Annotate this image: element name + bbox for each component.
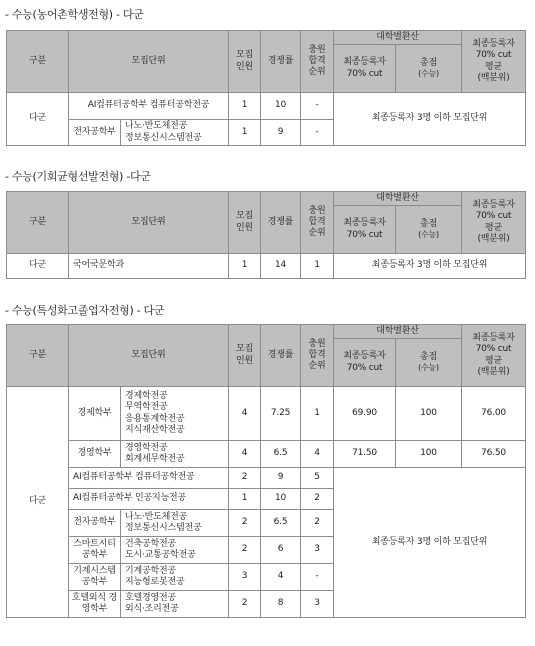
majors-cell: 건축공학전공 도시·교통공학전공 bbox=[121, 537, 229, 564]
rate-cell: 7.25 bbox=[261, 387, 301, 441]
header-final-avg: 최종등록자 70% cut 평균 (백분위) bbox=[462, 192, 526, 254]
rate-cell: 10 bbox=[261, 93, 301, 120]
rate-cell: 9 bbox=[261, 120, 301, 146]
table-row bbox=[7, 441, 526, 468]
dept-cell: 경제학부 bbox=[69, 387, 121, 441]
dept-cell: 경영학부 bbox=[69, 441, 121, 468]
header-total: 총점 (수능) bbox=[396, 339, 462, 387]
quota-cell: 4 bbox=[229, 441, 261, 468]
majors-cell: 나노·반도체전공 정보통신시스템전공 bbox=[121, 510, 229, 537]
rank-cell: 1 bbox=[301, 254, 334, 279]
header-extra: 충원 합격 순위 bbox=[301, 31, 334, 93]
header-competition: 경쟁률 bbox=[261, 192, 301, 254]
unit-cell: AI컴퓨터공학부 컴퓨터공학전공 bbox=[69, 93, 229, 120]
rate-cell: 6 bbox=[261, 537, 301, 564]
header-converted: 대학별환산 bbox=[334, 31, 462, 45]
rate-cell: 14 bbox=[261, 254, 301, 279]
rate-cell: 4 bbox=[261, 564, 301, 591]
table-row bbox=[7, 468, 526, 489]
avg-cell: 76.00 bbox=[462, 387, 526, 441]
rank-cell: 2 bbox=[301, 489, 334, 510]
dept-cell: 스마트시티 공학부 bbox=[69, 537, 121, 564]
header-converted: 대학별환산 bbox=[334, 192, 462, 206]
unit-cell: AI컴퓨터공학부 컴퓨터공학전공 bbox=[69, 468, 229, 489]
table-row bbox=[7, 93, 526, 120]
quota-cell: 2 bbox=[229, 510, 261, 537]
header-unit: 모집단위 bbox=[69, 192, 229, 254]
dept-cell: 전자공학부 bbox=[69, 120, 121, 146]
table-row bbox=[7, 254, 526, 279]
unit-cell: 국어국문학과 bbox=[69, 254, 229, 279]
rank-cell: - bbox=[301, 120, 334, 146]
header-gubun: 구분 bbox=[7, 325, 69, 387]
note-cell: 최종등록자 3명 이하 모집단위 bbox=[334, 468, 526, 618]
avg-cell: 76.50 bbox=[462, 441, 526, 468]
majors-cell: 호텔경영전공 외식·조리전공 bbox=[121, 591, 229, 618]
dept-cell: 전자공학부 bbox=[69, 510, 121, 537]
quota-cell: 3 bbox=[229, 564, 261, 591]
rank-cell: 5 bbox=[301, 468, 334, 489]
rank-cell: 2 bbox=[301, 510, 334, 537]
dept-cell: 호텔외식 경영학부 bbox=[69, 591, 121, 618]
header-final70: 최종등록자 70% cut bbox=[334, 339, 396, 387]
header-final-avg: 최종등록자 70% cut 평균 (백분위) bbox=[462, 325, 526, 387]
rank-cell: 4 bbox=[301, 441, 334, 468]
table-row bbox=[7, 387, 526, 441]
cut-cell: 71.50 bbox=[334, 441, 396, 468]
header-quota: 모집 인원 bbox=[229, 31, 261, 93]
table-rural bbox=[6, 30, 526, 146]
quota-cell: 1 bbox=[229, 489, 261, 510]
unit-cell: AI컴퓨터공학부 인공지능전공 bbox=[69, 489, 229, 510]
total-cell: 100 bbox=[396, 387, 462, 441]
majors-cell: 경제학전공 무역학전공 응용통계학전공 지식재산학전공 bbox=[121, 387, 229, 441]
quota-cell: 1 bbox=[229, 120, 261, 146]
dept-cell: 기계시스템 공학부 bbox=[69, 564, 121, 591]
rank-cell: 1 bbox=[301, 387, 334, 441]
header-quota: 모집 인원 bbox=[229, 325, 261, 387]
quota-cell: 1 bbox=[229, 93, 261, 120]
group-cell: 다군 bbox=[7, 254, 69, 279]
header-final70: 최종등록자 70% cut bbox=[334, 206, 396, 254]
header-gubun: 구분 bbox=[7, 31, 69, 93]
cut-cell: 69.90 bbox=[334, 387, 396, 441]
rate-cell: 8 bbox=[261, 591, 301, 618]
table-vocational bbox=[6, 324, 526, 618]
header-extra: 충원 합격 순위 bbox=[301, 192, 334, 254]
rank-cell: - bbox=[301, 93, 334, 120]
header-quota: 모집 인원 bbox=[229, 192, 261, 254]
rate-cell: 10 bbox=[261, 489, 301, 510]
header-total: 총점 (수능) bbox=[396, 45, 462, 93]
header-unit: 모집단위 bbox=[69, 325, 229, 387]
quota-cell: 2 bbox=[229, 537, 261, 564]
header-total: 총점 (수능) bbox=[396, 206, 462, 254]
rate-cell: 9 bbox=[261, 468, 301, 489]
header-gubun: 구분 bbox=[7, 192, 69, 254]
section-title-rural: - 수능(농어촌학생전형) - 다군 bbox=[5, 8, 144, 21]
group-cell: 다군 bbox=[7, 93, 69, 146]
section-title-opportunity: - 수능(기회균형선발전형) -다군 bbox=[5, 170, 151, 183]
header-extra: 충원 합격 순위 bbox=[301, 325, 334, 387]
note-cell: 최종등록자 3명 이하 모집단위 bbox=[334, 254, 526, 279]
rate-cell: 6.5 bbox=[261, 441, 301, 468]
header-converted: 대학별환산 bbox=[334, 325, 462, 339]
note-cell: 최종등록자 3명 이하 모집단위 bbox=[334, 93, 526, 146]
quota-cell: 2 bbox=[229, 591, 261, 618]
header-competition: 경쟁률 bbox=[261, 325, 301, 387]
majors-cell: 기계공학전공 지능형로봇전공 bbox=[121, 564, 229, 591]
header-final-avg: 최종등록자 70% cut 평균 (백분위) bbox=[462, 31, 526, 93]
section-title-vocational: - 수능(특성화고졸업자전형) - 다군 bbox=[5, 304, 165, 317]
rank-cell: 3 bbox=[301, 591, 334, 618]
quota-cell: 4 bbox=[229, 387, 261, 441]
total-cell: 100 bbox=[396, 441, 462, 468]
majors-cell: 나노·반도체전공 정보통신시스템전공 bbox=[121, 120, 229, 146]
majors-cell: 경영학전공 회계세무학전공 bbox=[121, 441, 229, 468]
rank-cell: - bbox=[301, 564, 334, 591]
group-cell: 다군 bbox=[7, 387, 69, 618]
header-final70: 최종등록자 70% cut bbox=[334, 45, 396, 93]
header-competition: 경쟁률 bbox=[261, 31, 301, 93]
rate-cell: 6.5 bbox=[261, 510, 301, 537]
table-opportunity bbox=[6, 191, 526, 279]
quota-cell: 2 bbox=[229, 468, 261, 489]
rank-cell: 3 bbox=[301, 537, 334, 564]
quota-cell: 1 bbox=[229, 254, 261, 279]
header-unit: 모집단위 bbox=[69, 31, 229, 93]
